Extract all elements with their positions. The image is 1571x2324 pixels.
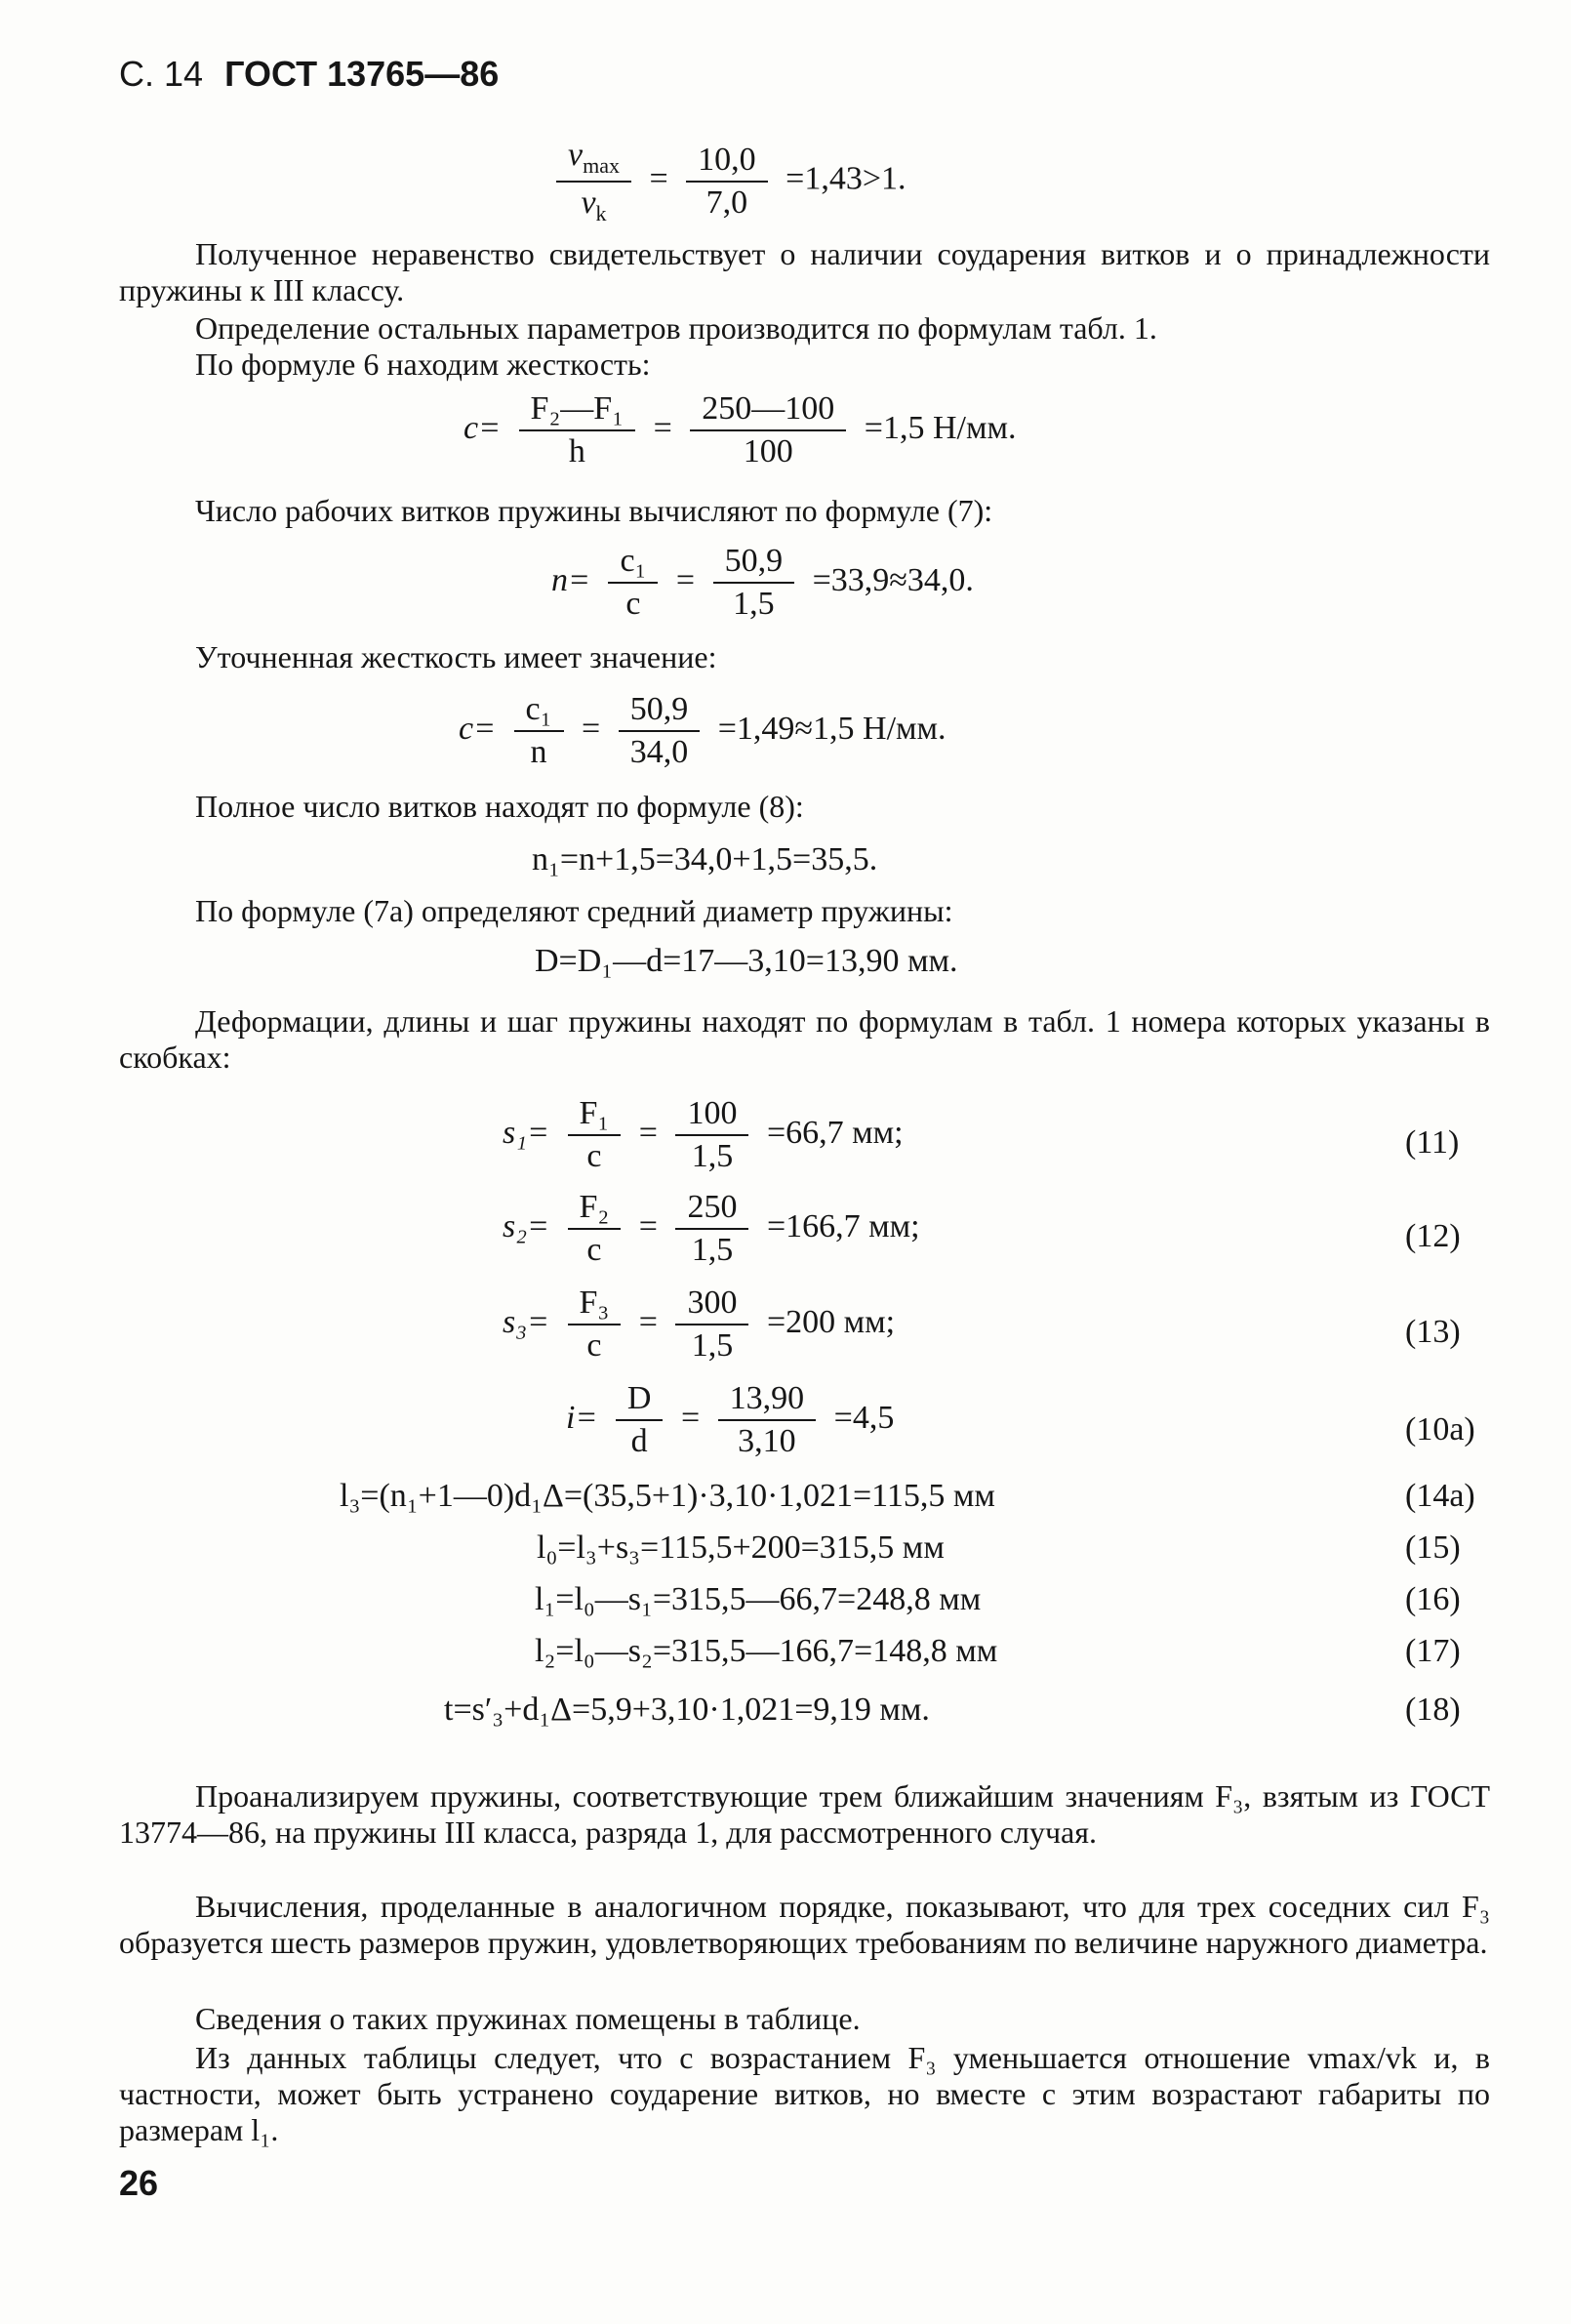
formula-s3: s₃= $\frac{\text{F₃}}{c}$ = $\frac{300}{1,5}$ =200 мм; [503,1284,896,1364]
formula-n1: n₁=n+1,5=34,0+1,5=35,5. [532,841,878,877]
equation-number-17: (17) [1405,1633,1461,1669]
equation-number-11: (11) [1405,1124,1460,1161]
equation-number-15: (15) [1405,1529,1461,1566]
equation-number-14a: (14а) [1405,1478,1475,1514]
paragraph-2: Определение остальных параметров производится по формулам табл. 1. [195,310,1157,346]
formula-D: D=D₁—d=17—3,10=13,90 мм. [535,943,958,979]
paragraph-12: Из данных таблицы следует, что с возрастанием F₃ уменьшается отношение vmax/vk и, в частности, может быть устранено соударение витков, но вместе с этим возрастают габариты по размерам l₁. [119,2040,1490,2147]
formula-l0: l₀=l₃+s₃=115,5+200=315,5 мм [537,1529,945,1566]
formula-ratio: $\frac{v_{max}}{v_k}$ = $\frac{10,0}{7,0}$ =1,43>1. [546,137,906,226]
equation-number-13: (13) [1405,1314,1461,1350]
page-number: 26 [119,2163,159,2203]
paragraph-11: Сведения о таких пружинах помещены в таблице. [195,2001,861,2036]
page-ref: С. 14 [119,54,204,94]
formula-c: c= $\frac{\text{F₂—F₁}}{h}$ = $\frac{250—100}{100}$ =1,5 Н/мм. [463,390,1017,469]
paragraph-8: Деформации, длины и шаг пружины находят по формулам в табл. 1 номера которых указаны в скобках: [119,1003,1490,1075]
paragraph-7: По формуле (7а) определяют средний диаметр пружины: [195,893,953,928]
formula-l3: l₃=(n₁+1—0)d₁Δ=(35,5+1)·3,10·1,021=115,5 мм [340,1478,995,1514]
paragraph-9: Проанализируем пружины, соответствующие трем ближайшим значениям F₃, взятым из ГОСТ 13774—86, на пружины III класса, разряда 1, для рассмотренного случая. [119,1778,1490,1850]
standard-id: ГОСТ 13765—86 [224,54,500,94]
paragraph-4: Число рабочих витков пружины вычисляют по формуле (7): [195,493,993,528]
page-header [119,54,499,95]
formula-s2: s₂= $\frac{\text{F₂}}{c}$ = $\frac{250}{1,5}$ =166,7 мм; [503,1189,920,1268]
paragraph-1: Полученное неравенство свидетельствует о наличии соударения витков и о принадлежности пружины к III классу. [119,236,1490,307]
formula-i: i= $\frac{D}{d}$ = $\frac{13,90}{3,10}$ =4,5 [566,1380,895,1459]
formula-s1: s₁= $\frac{\text{F₁}}{c}$ = $\frac{100}{1,5}$ =66,7 мм; [503,1095,904,1174]
paragraph-10: Вычисления, проделанные в аналогичном порядке, показывают, что для трех соседних сил F₃ образуется шесть размеров пружин, удовлетворяющих требованиям по величине наружного диаметра. [119,1889,1490,1960]
formula-c2: c= $\frac{\text{c₁}}{n}$ = $\frac{50,9}{34,0}$ =1,49≈1,5 Н/мм. [459,691,947,770]
formula-n: n= $\frac{\text{c₁}}{c}$ = $\frac{50,9}{1,5}$ =33,9≈34,0. [551,543,974,622]
paragraph-6: Полное число витков находят по формуле (8): [195,789,804,824]
equation-number-18: (18) [1405,1692,1461,1728]
paragraph-3: По формуле 6 находим жесткость: [195,347,651,382]
formula-l1: l₁=l₀—s₁=315,5—66,7=248,8 мм [535,1581,982,1617]
formula-t: t=s′₃+d₁Δ=5,9+3,10·1,021=9,19 мм. [444,1692,930,1728]
formula-l2: l₂=l₀—s₂=315,5—166,7=148,8 мм [535,1633,998,1669]
paragraph-5: Уточненная жесткость имеет значение: [195,639,717,674]
equation-number-12: (12) [1405,1218,1461,1254]
equation-number-16: (16) [1405,1581,1461,1617]
equation-number-10a: (10а) [1405,1411,1475,1447]
